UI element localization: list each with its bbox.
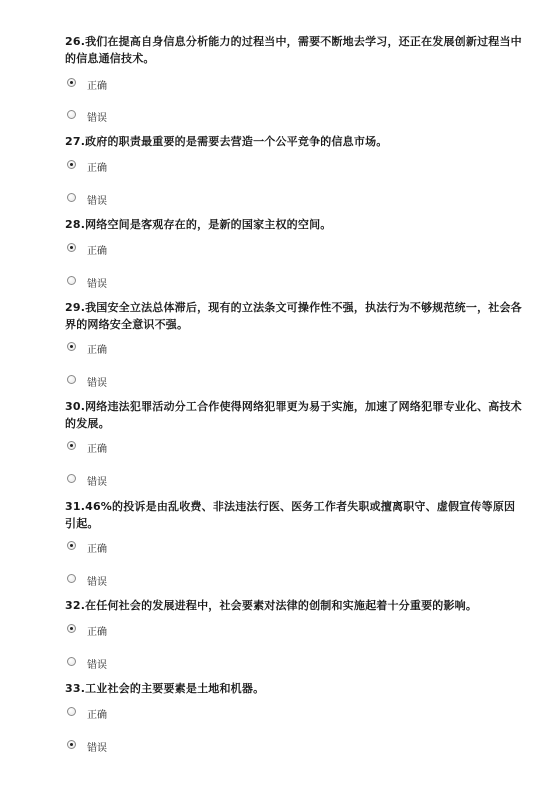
- question-30: [65, 398, 525, 432]
- radio-button-icon[interactable]: [67, 193, 76, 202]
- question-27: [65, 133, 525, 150]
- radio-button-icon[interactable]: [67, 624, 76, 633]
- option-label: 错误: [87, 477, 107, 488]
- question-text: 33.工业社会的主要要素是土地和机器。: [65, 682, 265, 695]
- option-label: 错误: [87, 113, 107, 124]
- question-26: [65, 33, 525, 67]
- radio-button-icon[interactable]: [67, 441, 76, 450]
- option-label: 错误: [87, 196, 107, 207]
- radio-button-icon[interactable]: [67, 78, 76, 87]
- option-label: 错误: [87, 743, 107, 754]
- question-33: [65, 680, 525, 697]
- option-label: 正确: [87, 710, 107, 721]
- option-label: 正确: [87, 627, 107, 638]
- option-label: 正确: [87, 544, 107, 555]
- question-text: 28.网络空间是客观存在的，是新的国家主权的空间。: [65, 218, 332, 231]
- option-label: 正确: [87, 345, 107, 356]
- question-31: [65, 498, 525, 532]
- radio-button-icon[interactable]: [67, 243, 76, 252]
- radio-button-icon[interactable]: [67, 375, 76, 384]
- option-label: 错误: [87, 660, 107, 671]
- question-text: 26.我们在提高自身信息分析能力的过程当中，需要不断地去学习，还正在发展创新过程当中的信息通信技术。: [65, 35, 522, 65]
- question-text: 30.网络违法犯罪活动分工合作使得网络犯罪更为易于实施，加速了网络犯罪专业化、高技术的发展。: [65, 400, 522, 430]
- option-label: 正确: [87, 163, 107, 174]
- radio-button-icon[interactable]: [67, 110, 76, 119]
- option-label: 错误: [87, 378, 107, 389]
- radio-button-icon[interactable]: [67, 541, 76, 550]
- question-29: [65, 299, 525, 333]
- radio-button-icon[interactable]: [67, 740, 76, 749]
- radio-button-icon[interactable]: [67, 474, 76, 483]
- question-text: 31.46%的投诉是由乱收费、非法违法行医、医务工作者失职或擅离职守、虚假宣传等原因引起。: [65, 500, 516, 530]
- radio-button-icon[interactable]: [67, 707, 76, 716]
- question-text: 29.我国安全立法总体滞后，现有的立法条文可操作性不强，执法行为不够规范统一，社会各界的网络安全意识不强。: [65, 301, 522, 331]
- question-text: 27.政府的职责最重要的是需要去营造一个公平竞争的信息市场。: [65, 135, 388, 148]
- radio-button-icon[interactable]: [67, 657, 76, 666]
- radio-button-icon[interactable]: [67, 574, 76, 583]
- radio-button-icon[interactable]: [67, 342, 76, 351]
- option-label: 正确: [87, 81, 107, 92]
- option-label: 正确: [87, 444, 107, 455]
- question-32: [65, 597, 525, 614]
- option-label: 正确: [87, 246, 107, 257]
- radio-button-icon[interactable]: [67, 276, 76, 285]
- radio-button-icon[interactable]: [67, 160, 76, 169]
- option-label: 错误: [87, 577, 107, 588]
- question-text: 32.在任何社会的发展进程中，社会要素对法律的创制和实施起着十分重要的影响。: [65, 599, 478, 612]
- option-label: 错误: [87, 279, 107, 290]
- question-28: [65, 216, 525, 233]
